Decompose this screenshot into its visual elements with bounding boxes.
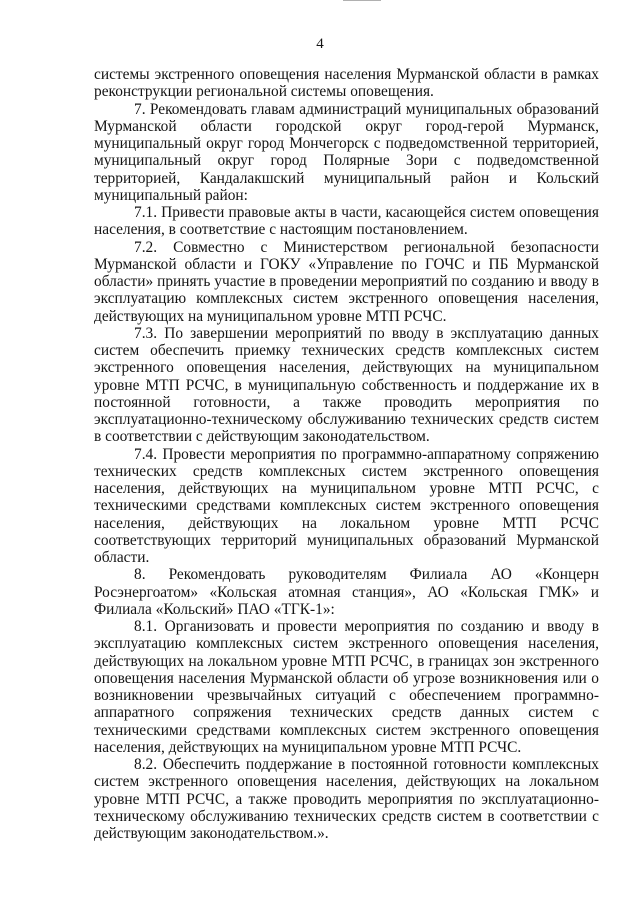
paragraph-item-8-2: 8.2. Обеспечить поддержание в постоянной готовности комплексных систем экстренного оповещения населения, действующих на локальном уровне МТП РСЧС, а также проводить мероприятия по эксплуатационно-техническому обслуживанию технических средств систем в соответствии с действующим законодательством.».: [94, 756, 599, 842]
paragraph-item-8: 8. Рекомендовать руководителям Филиала АО «Концерн Росэнергоатом» «Кольская атомная станция», АО «Кольская ГМК» и Филиала «Кольский» ПАО «ТГК-1»:: [94, 566, 599, 618]
paragraph-item-8-1: 8.1. Организовать и провести мероприятия по созданию и вводу в эксплуатацию комплексных систем экстренного оповещения населения, действующих на локальном уровне МТП РСЧС, в границах зон экстренного оповещения населения Мурманской области об угрозе возникновения или о возникновении чрезвычайных ситуаций с обеспечением программно-аппаратного сопряжения технических средств данных систем с техническими средствами комплексных систем экстренного оповещения населения, действующих на муниципальном уровне МТП РСЧС.: [94, 618, 599, 756]
paragraph-item-7-3: 7.3. По завершении мероприятий по вводу в эксплуатацию данных систем обеспечить приемку технических средств комплексных систем экстренного оповещения населения, действующих на муниципальном уровне МТП РСЧС, в муниципальную собственность и поддержание их в постоянной готовности, а также проводить мероприятия по эксплуатационно-техническому обслуживанию технических средств систем в соответствии с действующим законодательством.: [94, 324, 599, 446]
scan-artifact-line: [343, 0, 381, 1]
document-body: [94, 66, 599, 842]
paragraph-item-7-2: 7.2. Совместно с Министерством региональной безопасности Мурманской области и ГОКУ «Управление по ГОЧС и ПБ Мурманской области» принять участие в проведении мероприятий по созданию и вводу в эксплуатацию комплексных систем экстренного оповещения населения, действующих на муниципальном уровне МТП РСЧС.: [94, 238, 599, 325]
paragraph-continuation: системы экстренного оповещения населения Мурманской области в рамках реконструкции региональной системы оповещения.: [94, 66, 599, 101]
paragraph-item-7-1: 7.1. Привести правовые акты в части, касающейся систем оповещения населения, в соответствие с настоящим постановлением.: [94, 204, 599, 239]
paragraph-item-7-4: 7.4. Провести мероприятия по программно-аппаратному сопряжению технических средств комплексных систем экстренного оповещения населения, действующих на муниципальном уровне МТП РСЧС, с техническими средствами комплексных систем экстренного оповещения населения, действующих на локальном уровне МТП РСЧС соответствующих территорий муниципальных образований Мурманской области.: [94, 445, 599, 566]
page-number: 4: [316, 36, 324, 52]
paragraph-item-7: 7. Рекомендовать главам администраций муниципальных образований Мурманской области городской округ город-герой Мурманск, муниципальный округ город Мончегорск с подведомственной территорией, муниципальный округ город Полярные Зори с подведомственной территорией, Кандалакшский муниципальный район и Кольский муниципальный район:: [94, 100, 599, 204]
